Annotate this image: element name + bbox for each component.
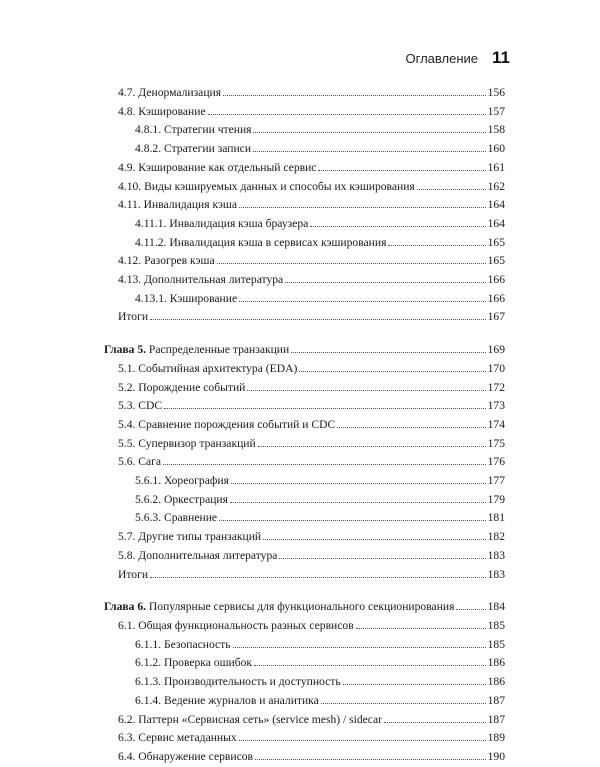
toc-entry-title: 5.8. Дополнительная литература xyxy=(118,548,278,562)
toc-page-number: 158 xyxy=(487,123,505,137)
toc-entry[interactable] xyxy=(104,379,505,398)
toc-entry[interactable] xyxy=(104,435,505,454)
toc-page-number: 177 xyxy=(487,474,505,488)
toc-page-number: 164 xyxy=(487,216,505,230)
toc-entry[interactable] xyxy=(104,416,505,435)
toc-entry-title: 6.1.4. Ведение журналов и аналитика xyxy=(135,693,319,707)
toc-page-number: 162 xyxy=(487,179,505,193)
toc-page-number: 170 xyxy=(487,361,505,375)
toc-entry-title: 6.3. Сервис метаданных xyxy=(118,731,237,745)
toc-entry-title: 5.3. CDC xyxy=(118,399,163,413)
toc-entry-label xyxy=(118,748,253,767)
toc-chapter-entry[interactable] xyxy=(104,341,505,360)
toc-page-number: 156 xyxy=(487,86,505,99)
toc-entry-label xyxy=(118,566,148,585)
toc-entry[interactable] xyxy=(104,566,505,585)
toc-entry-title: Распределенные транзакции xyxy=(146,343,290,357)
toc-entry-label xyxy=(135,472,229,491)
toc-entry-title: 4.8.2. Стратегии записи xyxy=(135,142,252,156)
toc-entry-title: Итоги xyxy=(118,567,149,581)
dot-leader xyxy=(263,539,485,540)
dot-leader xyxy=(223,95,486,96)
dot-leader xyxy=(163,464,486,465)
toc-entry-title: 6.2. Паттерн «Сервисная сеть» (service mesh) / sidecar xyxy=(118,712,382,726)
toc-entry-title: 5.4. Сравнение порождения событий и CDC xyxy=(118,417,336,431)
dot-leader xyxy=(247,390,485,391)
toc-entry[interactable] xyxy=(104,636,505,655)
toc-entry[interactable] xyxy=(104,252,505,271)
dot-leader xyxy=(239,207,486,208)
dot-leader xyxy=(285,282,485,283)
toc-entry[interactable] xyxy=(104,617,505,636)
toc-page-number: 157 xyxy=(487,104,505,118)
toc-entry-label xyxy=(104,598,454,617)
toc-entry-title: Итоги xyxy=(118,310,149,324)
toc-entry-title: 4.12. Разогрев кэша xyxy=(118,254,215,268)
toc-entry-label xyxy=(135,234,386,253)
running-header-title: Оглавление xyxy=(405,51,479,66)
toc-entry[interactable] xyxy=(104,360,505,379)
toc-entry-label xyxy=(118,397,162,416)
dot-leader xyxy=(217,263,486,264)
toc-entry-label xyxy=(135,692,319,711)
toc-page-number: 175 xyxy=(487,436,505,450)
toc-page-number: 184 xyxy=(487,600,505,614)
toc-entry[interactable] xyxy=(104,472,505,491)
toc-page-number: 183 xyxy=(487,548,505,562)
dot-leader xyxy=(255,759,486,760)
toc-entry-title: 5.6.2. Оркестрация xyxy=(135,492,228,506)
dot-leader xyxy=(219,520,486,521)
toc-entry-label xyxy=(118,547,277,566)
toc-entry[interactable] xyxy=(104,711,505,730)
toc-page-number: 189 xyxy=(487,731,505,745)
toc-entry[interactable] xyxy=(104,121,505,140)
chapter-gap xyxy=(104,584,505,598)
toc-entry-label xyxy=(118,360,297,379)
dot-leader xyxy=(417,189,486,190)
toc-page-number: 182 xyxy=(487,530,505,544)
toc-chapter-entry[interactable] xyxy=(104,598,505,617)
dot-leader xyxy=(384,722,486,723)
toc-entry-title: 4.13.1. Кэширование xyxy=(135,291,238,305)
toc-entry[interactable] xyxy=(104,103,505,122)
toc-page-number: 179 xyxy=(487,492,505,506)
toc-page-number: 161 xyxy=(487,160,505,174)
toc-entry-label xyxy=(135,636,231,655)
chapter-number: Глава 5. xyxy=(104,343,147,357)
toc-page-number: 176 xyxy=(487,455,505,469)
toc-page-number: 172 xyxy=(487,380,505,394)
toc-entry[interactable] xyxy=(104,215,505,234)
toc-entry-label xyxy=(135,509,217,528)
toc-page-number: 185 xyxy=(487,618,505,632)
dot-leader xyxy=(456,609,485,610)
toc-entry-title: 5.7. Другие типы транзакций xyxy=(118,530,262,544)
toc-entry[interactable] xyxy=(104,308,505,327)
toc-entry-label xyxy=(118,271,283,290)
toc-entry-label xyxy=(118,729,237,748)
toc-entry[interactable] xyxy=(104,271,505,290)
dot-leader xyxy=(310,226,485,227)
toc-page-number: 165 xyxy=(487,254,505,268)
toc-entry-title: 4.9. Кэширование как отдельный сервис xyxy=(118,160,317,174)
toc-entry-label xyxy=(104,341,289,360)
toc-entry-label xyxy=(118,617,354,636)
toc-entry-title: 4.11. Инвалидация кэша xyxy=(118,198,238,212)
toc-entry-title: 5.6.1. Хореография xyxy=(135,474,229,488)
toc-page-number: 181 xyxy=(487,511,505,525)
toc-entry-label xyxy=(118,103,206,122)
dot-leader xyxy=(291,352,485,353)
toc-entry[interactable] xyxy=(104,692,505,711)
dot-leader xyxy=(321,703,486,704)
toc-entry-title: 4.11.1. Инвалидация кэша браузера xyxy=(135,216,309,230)
toc-entry-title: 5.6. Сага xyxy=(118,455,162,469)
toc-page-number: 166 xyxy=(487,273,505,287)
toc-entry[interactable] xyxy=(104,178,505,197)
toc-entry[interactable] xyxy=(104,673,505,692)
dot-leader xyxy=(233,647,486,648)
toc-entry-label xyxy=(135,290,237,309)
toc-page-number: 187 xyxy=(487,712,505,726)
dot-leader xyxy=(279,558,485,559)
toc-entry-title: Популярные сервисы для функционального секционирования xyxy=(146,600,455,614)
toc-entry-title: 4.13. Дополнительная литература xyxy=(118,273,284,287)
toc-entry-label xyxy=(135,215,308,234)
toc-entry-label xyxy=(118,84,221,103)
toc-entry-title: 5.2. Порождение событий xyxy=(118,380,246,394)
toc-entry-label xyxy=(135,673,341,692)
dot-leader xyxy=(299,371,485,372)
table-of-contents xyxy=(104,84,505,767)
toc-entry-title: 4.11.2. Инвалидация кэша в сервисах кэширования xyxy=(135,235,387,249)
toc-entry-title: 4.7. Денормализация xyxy=(118,86,222,99)
toc-page-number: 160 xyxy=(487,142,505,156)
dot-leader xyxy=(231,483,486,484)
dot-leader xyxy=(258,446,486,447)
toc-entry[interactable] xyxy=(104,140,505,159)
dot-leader xyxy=(388,245,485,246)
toc-entry-label xyxy=(135,491,228,510)
toc-page-number: 186 xyxy=(487,675,505,689)
toc-entry-label xyxy=(118,252,215,271)
toc-entry[interactable] xyxy=(104,159,505,178)
toc-entry[interactable] xyxy=(104,290,505,309)
toc-entry-label xyxy=(118,711,382,730)
chapter-number: Глава 6. xyxy=(104,600,147,614)
toc-entry[interactable] xyxy=(104,234,505,253)
page-number: 11 xyxy=(492,48,510,67)
dot-leader xyxy=(254,665,486,666)
toc-entry-label xyxy=(118,159,316,178)
toc-page-number: 174 xyxy=(487,417,505,431)
toc-entry[interactable] xyxy=(104,491,505,510)
dot-leader xyxy=(337,427,485,428)
toc-entry-label xyxy=(118,453,161,472)
toc-entry-label xyxy=(135,654,252,673)
toc-entry-label xyxy=(118,528,261,547)
dot-leader xyxy=(230,502,486,503)
toc-entry-label xyxy=(135,121,251,140)
dot-leader xyxy=(239,740,486,741)
running-header xyxy=(406,48,510,68)
toc-page-number: 186 xyxy=(487,656,505,670)
toc-page-number: 166 xyxy=(487,291,505,305)
toc-entry-title: 6.1.1. Безопасность xyxy=(135,637,231,651)
dot-leader xyxy=(343,684,486,685)
toc-entry[interactable] xyxy=(104,748,505,767)
toc-page-number: 169 xyxy=(487,343,505,357)
toc-entry[interactable] xyxy=(104,453,505,472)
toc-page-number: 187 xyxy=(487,693,505,707)
toc-entry[interactable] xyxy=(104,528,505,547)
dot-leader xyxy=(150,577,486,578)
toc-entry-title: 6.1.3. Производительность и доступность xyxy=(135,675,341,689)
toc-entry-label xyxy=(118,308,148,327)
toc-page-number: 167 xyxy=(487,310,505,324)
toc-entry-title: 5.1. Событийная архитектура (EDA) xyxy=(118,361,298,375)
toc-entry-label xyxy=(118,178,415,197)
dot-leader xyxy=(150,319,486,320)
toc-entry-title: 4.8.1. Стратегии чтения xyxy=(135,123,252,137)
toc-entry[interactable] xyxy=(104,547,505,566)
dot-leader xyxy=(356,628,486,629)
toc-entry-label xyxy=(135,140,251,159)
dot-leader xyxy=(253,151,486,152)
dot-leader xyxy=(164,408,485,409)
toc-entry-title: 6.4. Обнаружение сервисов xyxy=(118,749,253,763)
dot-leader xyxy=(253,132,485,133)
toc-entry[interactable] xyxy=(104,196,505,215)
toc-entry-title: 5.5. Супервизор транзакций xyxy=(118,436,256,450)
dot-leader xyxy=(208,114,486,115)
toc-page-number: 190 xyxy=(487,749,505,763)
toc-page-number: 183 xyxy=(487,567,505,581)
toc-page-number: 173 xyxy=(487,399,505,413)
toc-entry-title: 4.8. Кэширование xyxy=(118,104,206,118)
toc-entry-label xyxy=(118,416,335,435)
toc-entry-title: 6.1. Общая функциональность разных сервисов xyxy=(118,618,354,632)
dot-leader xyxy=(318,170,485,171)
toc-entry-title: 5.6.3. Сравнение xyxy=(135,511,218,525)
toc-entry[interactable] xyxy=(104,509,505,528)
toc-page-number: 185 xyxy=(487,637,505,651)
toc-entry[interactable] xyxy=(104,397,505,416)
toc-entry[interactable] xyxy=(104,654,505,673)
toc-entry-title: 6.1.2. Проверка ошибок xyxy=(135,656,253,670)
dot-leader xyxy=(239,301,486,302)
chapter-gap xyxy=(104,327,505,341)
toc-entry-label xyxy=(118,379,245,398)
toc-entry-label xyxy=(118,196,237,215)
toc-entry-label xyxy=(118,435,256,454)
toc-entry-title: 4.10. Виды кэшируемых данных и способы их кэширования xyxy=(118,179,415,193)
toc-entry[interactable] xyxy=(104,84,505,103)
toc-page-number: 165 xyxy=(487,235,505,249)
toc-page-number: 164 xyxy=(487,198,505,212)
toc-entry[interactable] xyxy=(104,729,505,748)
